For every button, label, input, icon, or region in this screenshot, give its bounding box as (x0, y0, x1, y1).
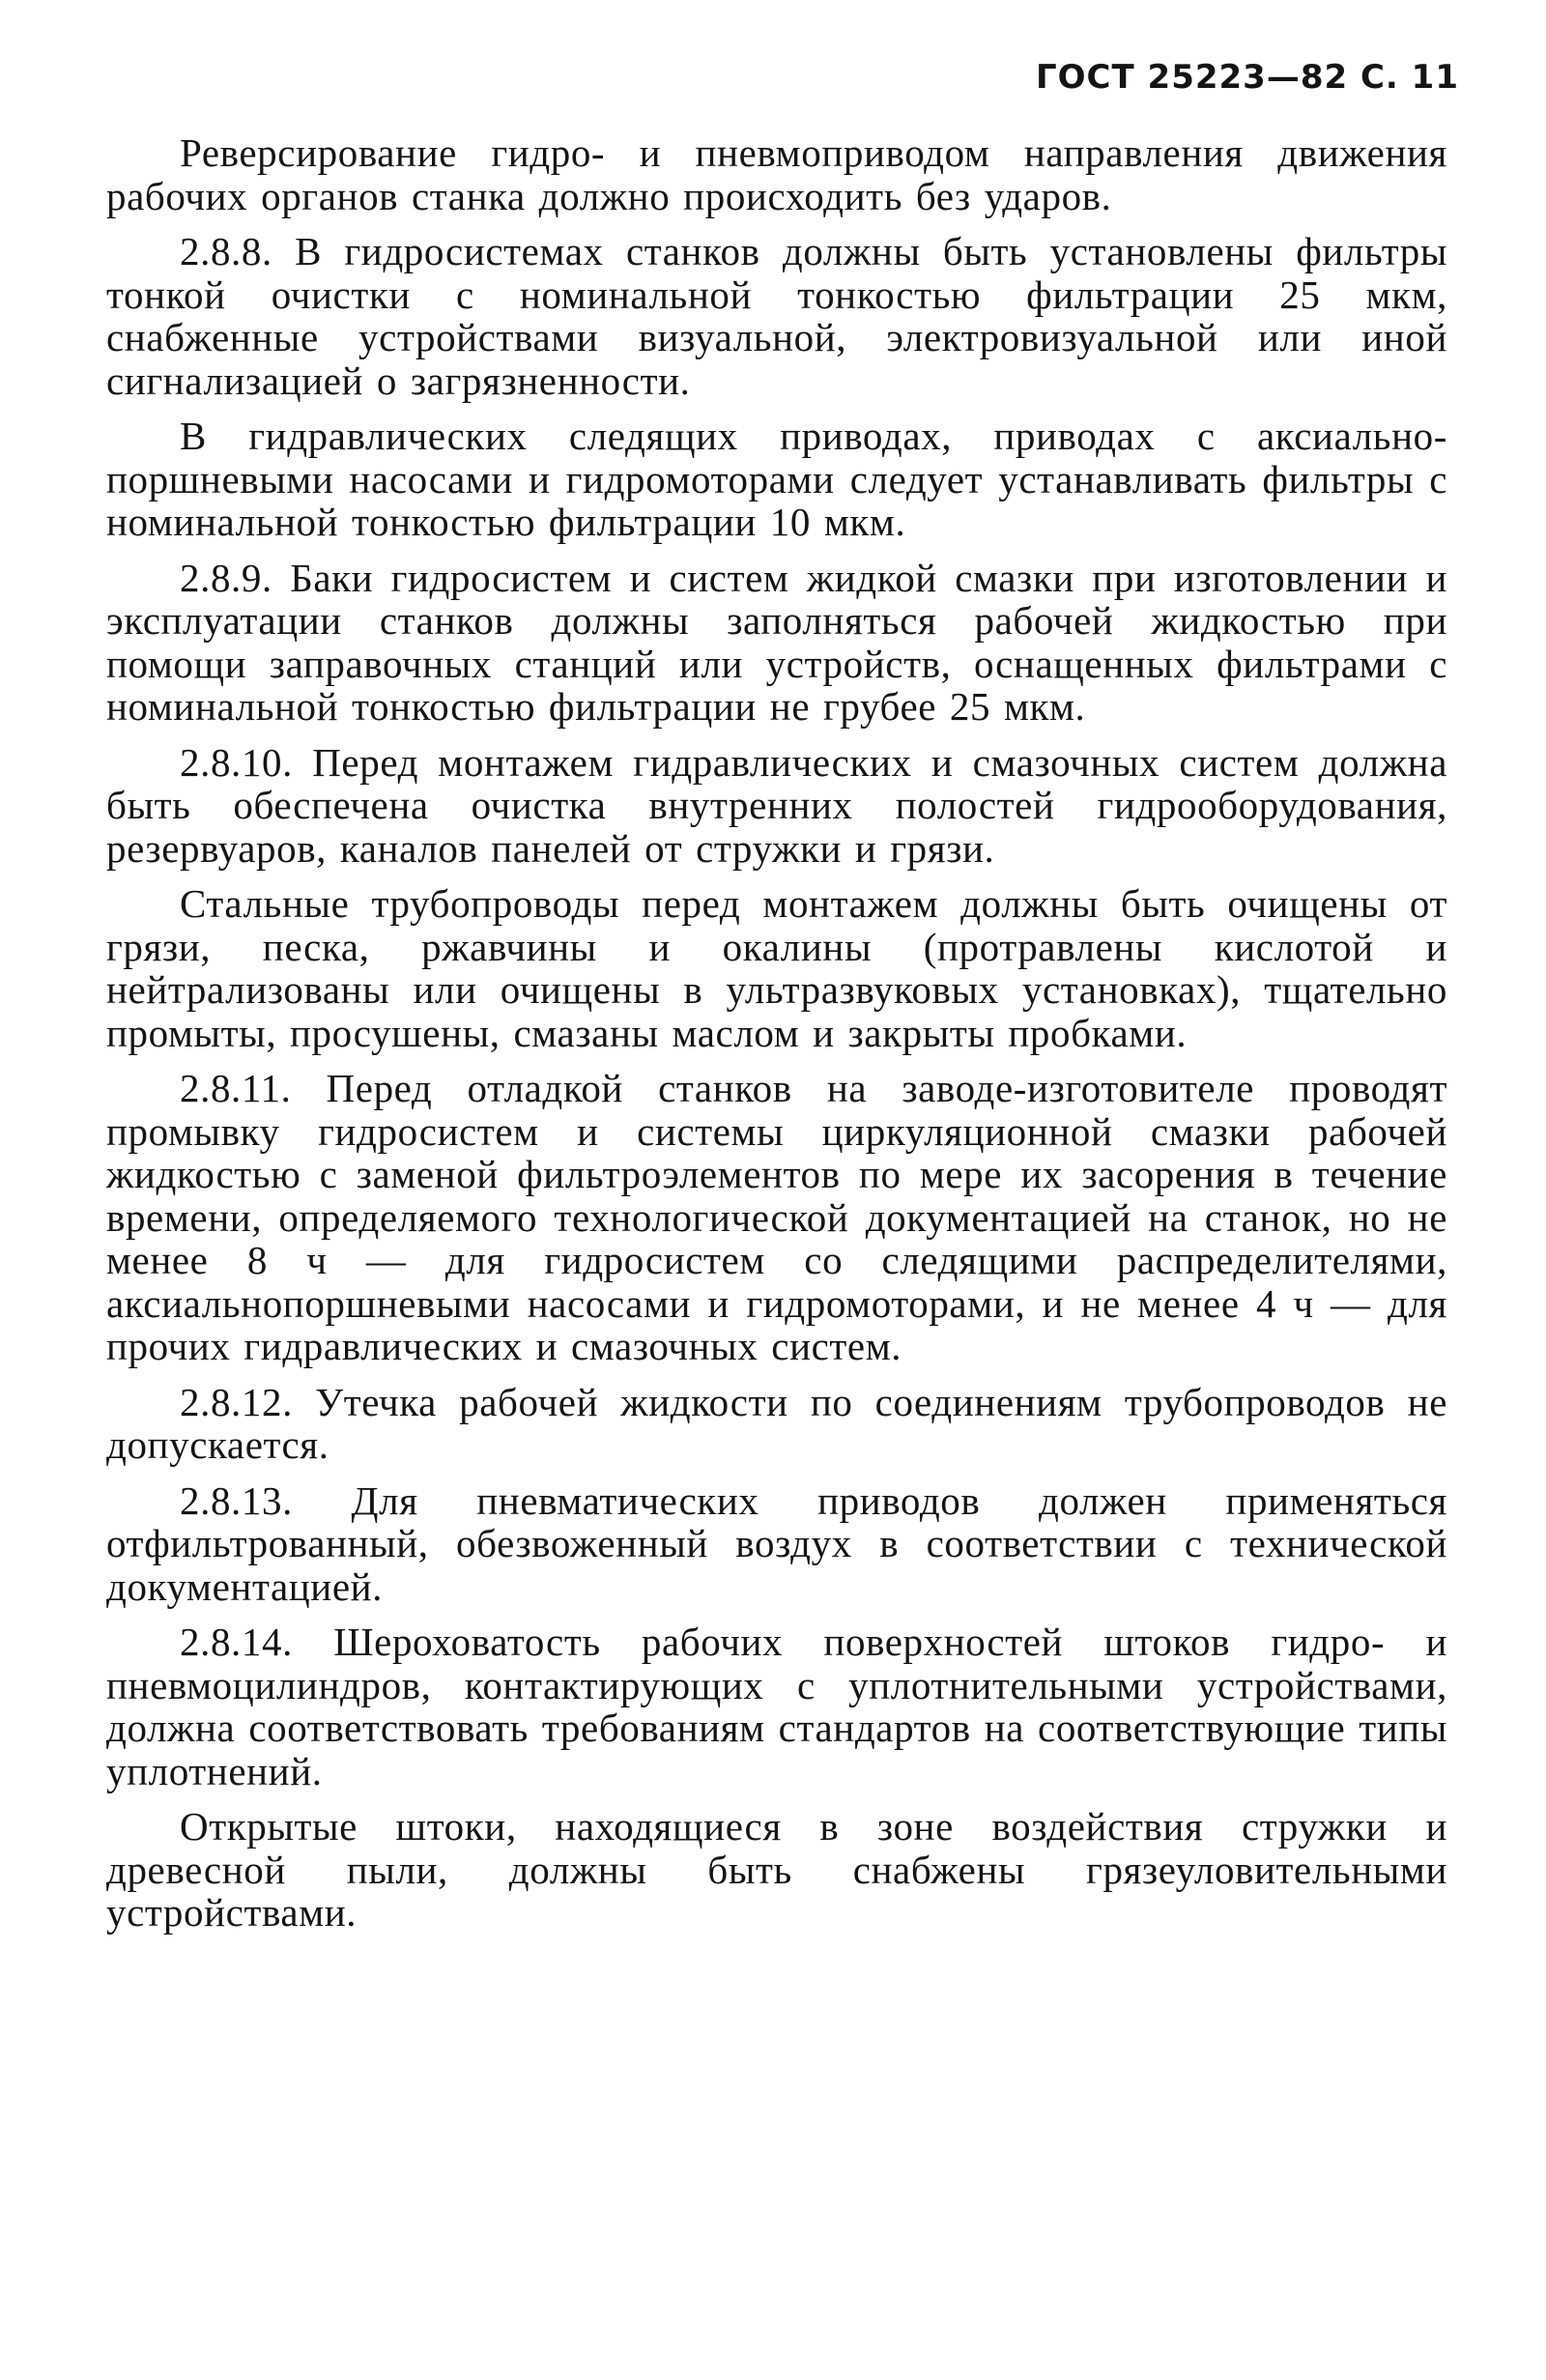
paragraph-2-8-14: 2.8.14. Шероховатость рабочих поверхностей штоков гидро- и пневмоцилиндров, контактирующих с уплотнительными устройствами, должна соответствовать требованиям стандартов на соответствующие типы уплотнений. (106, 1620, 1447, 1793)
paragraph-2-8-8: 2.8.8. В гидросистемах станков должны быть установлены фильтры тонкой очистки с номинальной тонкостью фильтрации 25 мкм, снабженные устройствами визуальной, электровизуальной или иной сигнализацией о загрязненности. (106, 229, 1447, 403)
paragraph-2-8-9: 2.8.9. Баки гидросистем и систем жидкой смазки при изготовлении и эксплуатации станков должны заполняться рабочей жидкостью при помощи заправочных станций или устройств, оснащенных фильтрами с номинальной тонкостью фильтрации не грубее 25 мкм. (106, 555, 1447, 729)
paragraph-2-8-12: 2.8.12. Утечка рабочей жидкости по соединениям трубопроводов не допускается. (106, 1379, 1447, 1467)
paragraph-open-rods: Открытые штоки, находящиеся в зоне воздействия стружки и древесной пыли, должны быть снабжены грязеуловительными устройствами. (106, 1804, 1447, 1935)
paragraph-2-8-10: 2.8.10. Перед монтажем гидравлических и смазочных систем должна быть обеспечена очистка внутренних полостей гидрооборудования, резервуаров, каналов панелей от стружки и грязи. (106, 739, 1447, 871)
paragraph-2-8-11: 2.8.11. Перед отладкой станков на заводе-изготовителе проводят промывку гидросистем и системы циркуляционной смазки рабочей жидкостью с заменой фильтроэлементов по мере их засорения в течение времени, определяемого технологической документацией на станок, но не менее 8 ч — для гидросистем со следящими распределителями, аксиальнопоршневыми насосами и гидромоторами, и не менее 4 ч — для прочих гидравлических и смазочных систем. (106, 1066, 1447, 1368)
body-text (106, 131, 1447, 1947)
paragraph-servo-drives: В гидравлических следящих приводах, приводах с аксиально-поршневыми насосами и гидромоторами следует устанавливать фильтры с номинальной тонкостью фильтрации 10 мкм. (106, 414, 1447, 544)
running-head: ГОСТ 25223—82 С. 11 (1035, 58, 1459, 97)
paragraph-steel-pipes: Стальные трубопроводы перед монтажем должны быть очищены от грязи, песка, ржавчины и окалины (протравлены кислотой и нейтрализованы или очищены в ультразвуковых установках), тщательно промыты, просушены, смазаны маслом и закрыты пробками. (106, 881, 1447, 1055)
paragraph-2-8-13: 2.8.13. Для пневматических приводов должен применяться отфильтрованный, обезвоженный воздух в соответствии с технической документацией. (106, 1477, 1447, 1609)
paragraph-reversing: Реверсирование гидро- и пневмоприводом направления движения рабочих органов станка должно происходить без ударов. (106, 130, 1447, 218)
